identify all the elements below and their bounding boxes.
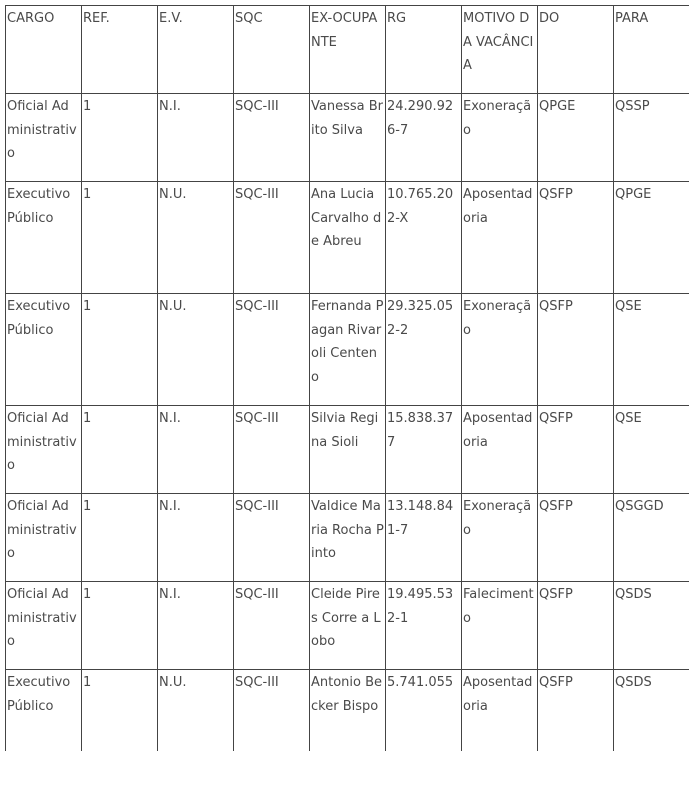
cell-sqc: SQC-III: [234, 670, 310, 752]
cell-rg: 15.838.377: [386, 406, 462, 494]
cell-para: QSGGD: [614, 494, 689, 582]
header-para: PARA: [614, 6, 689, 94]
cell-ex-ocupante: Cleide Pires Corre a Lobo: [310, 582, 386, 670]
cell-motivo: Aposentadoria: [462, 670, 538, 752]
cell-rg: 5.741.055: [386, 670, 462, 752]
table-row: [6, 406, 689, 494]
header-cargo: CARGO: [6, 6, 82, 94]
header-ex-ocupante: EX-OCUPANTE: [310, 6, 386, 94]
cell-ev: N.U.: [158, 670, 234, 752]
cell-motivo: Aposentadoria: [462, 406, 538, 494]
table-header-row: [6, 6, 689, 94]
header-rg: RG: [386, 6, 462, 94]
cell-ex-ocupante: Vanessa Brito Silva: [310, 94, 386, 182]
cell-rg: 10.765.202-X: [386, 182, 462, 294]
cell-ex-ocupante: Fernanda Pagan Rivaroli Centeno: [310, 294, 386, 406]
cell-para: QSE: [614, 406, 689, 494]
cell-rg: 19.495.532-1: [386, 582, 462, 670]
cell-ev: N.U.: [158, 294, 234, 406]
cell-sqc: SQC-III: [234, 406, 310, 494]
header-sqc: SQC: [234, 6, 310, 94]
cell-ref: 1: [82, 94, 158, 182]
cell-motivo: Falecimento: [462, 582, 538, 670]
cell-motivo: Exoneração: [462, 494, 538, 582]
cell-ref: 1: [82, 670, 158, 752]
cell-para: QSDS: [614, 582, 689, 670]
cell-rg: 29.325.052-2: [386, 294, 462, 406]
header-ref: REF.: [82, 6, 158, 94]
cell-ex-ocupante: Silvia Regina Sioli: [310, 406, 386, 494]
cell-motivo: Aposentadoria: [462, 182, 538, 294]
cell-cargo: Oficial Administrativo: [6, 494, 82, 582]
table-row: [6, 582, 689, 670]
cell-rg: 13.148.841-7: [386, 494, 462, 582]
table-row: [6, 294, 689, 406]
table-row: [6, 182, 689, 294]
cell-motivo: Exoneração: [462, 94, 538, 182]
cell-ref: 1: [82, 406, 158, 494]
cell-ev: N.I.: [158, 582, 234, 670]
cell-do: QSFP: [538, 494, 614, 582]
table-row: [6, 670, 689, 752]
cell-sqc: SQC-III: [234, 94, 310, 182]
cell-ref: 1: [82, 494, 158, 582]
table-row: [6, 494, 689, 582]
cell-para: QSE: [614, 294, 689, 406]
cell-ev: N.U.: [158, 182, 234, 294]
cell-do: QSFP: [538, 670, 614, 752]
cell-sqc: SQC-III: [234, 182, 310, 294]
cell-sqc: SQC-III: [234, 294, 310, 406]
table-row: [6, 94, 689, 182]
cell-cargo: Executivo Público: [6, 294, 82, 406]
cell-sqc: SQC-III: [234, 494, 310, 582]
cell-do: QSFP: [538, 294, 614, 406]
cell-ev: N.I.: [158, 494, 234, 582]
cell-cargo: Oficial Administrativo: [6, 94, 82, 182]
cell-ev: N.I.: [158, 406, 234, 494]
cell-do: QSFP: [538, 582, 614, 670]
cell-sqc: SQC-III: [234, 582, 310, 670]
cell-para: QSDS: [614, 670, 689, 752]
cell-cargo: Executivo Público: [6, 670, 82, 752]
cell-rg: 24.290.926-7: [386, 94, 462, 182]
cell-para: QSSP: [614, 94, 689, 182]
cell-do: QPGE: [538, 94, 614, 182]
cell-ex-ocupante: Antonio Becker Bispo: [310, 670, 386, 752]
cell-para: QPGE: [614, 182, 689, 294]
cell-do: QSFP: [538, 182, 614, 294]
header-do: DO: [538, 6, 614, 94]
header-motivo: MOTIVO DA VACÂNCIA: [462, 6, 538, 94]
cell-ex-ocupante: Ana Lucia Carvalho de Abreu: [310, 182, 386, 294]
cell-cargo: Oficial Administrativo: [6, 582, 82, 670]
header-ev: E.V.: [158, 6, 234, 94]
cell-ref: 1: [82, 582, 158, 670]
cell-cargo: Executivo Público: [6, 182, 82, 294]
cell-ex-ocupante: Valdice Maria Rocha Pinto: [310, 494, 386, 582]
cell-ref: 1: [82, 182, 158, 294]
cell-ref: 1: [82, 294, 158, 406]
cell-ev: N.I.: [158, 94, 234, 182]
cell-motivo: Exoneração: [462, 294, 538, 406]
cell-cargo: Oficial Administrativo: [6, 406, 82, 494]
vacancy-table: [5, 5, 689, 751]
cell-do: QSFP: [538, 406, 614, 494]
